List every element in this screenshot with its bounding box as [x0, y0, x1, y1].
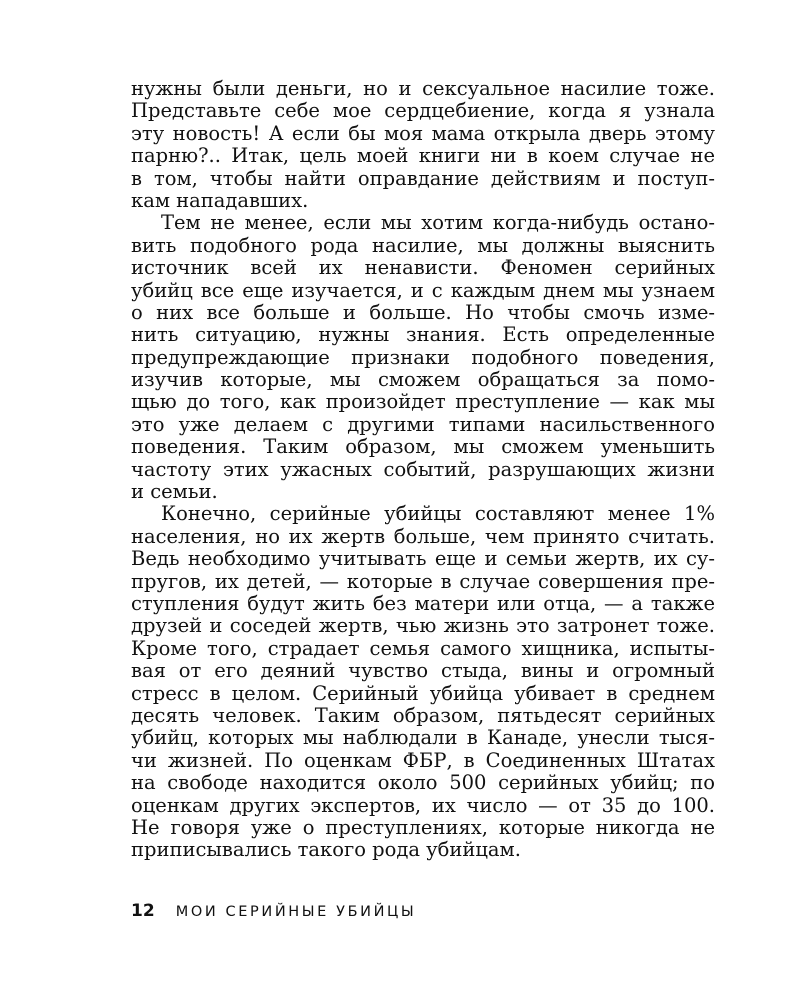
text-line: Ведь необходимо учитывать еще и семьи жертв, их су-: [131, 547, 715, 571]
text-line: частоту этих ужасных событий, разрушающих жизни: [131, 457, 715, 481]
page-number: 12: [131, 901, 155, 921]
text-line: стресс в целом. Серийный убийца убивает в среднем: [131, 681, 715, 705]
paragraph-first-line: Конечно, серийные убийцы составляют менее 1%: [161, 502, 715, 526]
text-line: на свободе находится около 500 серийных убийц; по: [131, 771, 715, 795]
text-line: Не говоря уже о преступлениях, которые никогда не: [131, 815, 715, 839]
text-line: в том, чтобы найти оправдание действиям и поступ-: [131, 166, 715, 190]
text-line: нужны были деньги, но и сексуальное насилие тоже.: [131, 77, 715, 100]
text-line: поведения. Таким образом, мы сможем уменьшить: [131, 435, 715, 459]
text-line: оценкам других экспертов, их число — от 35 до 100.: [131, 793, 715, 817]
text-line: населения, но их жертв больше, чем принято считать.: [131, 524, 715, 548]
text-line: щью до того, как произойдет преступление — как мы: [131, 390, 715, 414]
text-line: пругов, их детей, — которые в случае совершения пре-: [131, 569, 715, 593]
body-text: [131, 78, 715, 862]
text-line: о них все больше и больше. Но чтобы смочь изме-: [131, 300, 715, 324]
text-line: друзей и соседей жертв, чью жизнь это затронет тоже.: [131, 614, 715, 638]
text-line: предупреждающие признаки подобного поведения,: [131, 345, 715, 369]
text-line: Представьте себе мое сердцебиение, когда я узнала: [131, 99, 715, 123]
text-line: убийц, которых мы наблюдали в Канаде, унесли тыся-: [131, 726, 715, 750]
text-line-last: приписывались такого рода убийцам.: [131, 838, 521, 862]
text-line: это уже делаем с другими типами насильственного: [131, 412, 715, 436]
text-line: изучив которые, мы сможем обращаться за помо-: [131, 368, 715, 392]
text-line-last: кам нападавших.: [131, 188, 309, 212]
text-line: нить ситуацию, нужны знания. Есть определенные: [131, 323, 715, 347]
text-line: вить подобного рода насилие, мы должны выяснить: [131, 233, 715, 257]
text-line: ступления будут жить без матери или отца, — а также: [131, 591, 715, 615]
text-line: эту новость! А если бы моя мама открыла дверь этому: [131, 121, 715, 145]
running-title: МОИ СЕРИЙНЫЕ УБИЙЦЫ: [175, 904, 417, 920]
text-line: чи жизней. По оценкам ФБР, в Соединенных Штатах: [131, 748, 715, 772]
text-line: десять человек. Таким образом, пятьдесят серийных: [131, 703, 715, 727]
text-line-last: и семьи.: [131, 480, 218, 504]
text-line: источник всей их ненависти. Феномен серийных: [131, 256, 715, 280]
text-line: Кроме того, страдает семья самого хищника, испыты-: [131, 636, 715, 660]
paragraph-first-line: Тем не менее, если мы хотим когда-нибудь остано-: [161, 211, 715, 235]
text-line: вая от его деяний чувство стыда, вины и огромный: [131, 659, 715, 683]
text-line: убийц все еще изучается, и с каждым днем мы узнаем: [131, 278, 715, 302]
page-footer: [131, 899, 416, 923]
text-line: парню?.. Итак, цель моей книги ни в коем случае не: [131, 144, 715, 168]
